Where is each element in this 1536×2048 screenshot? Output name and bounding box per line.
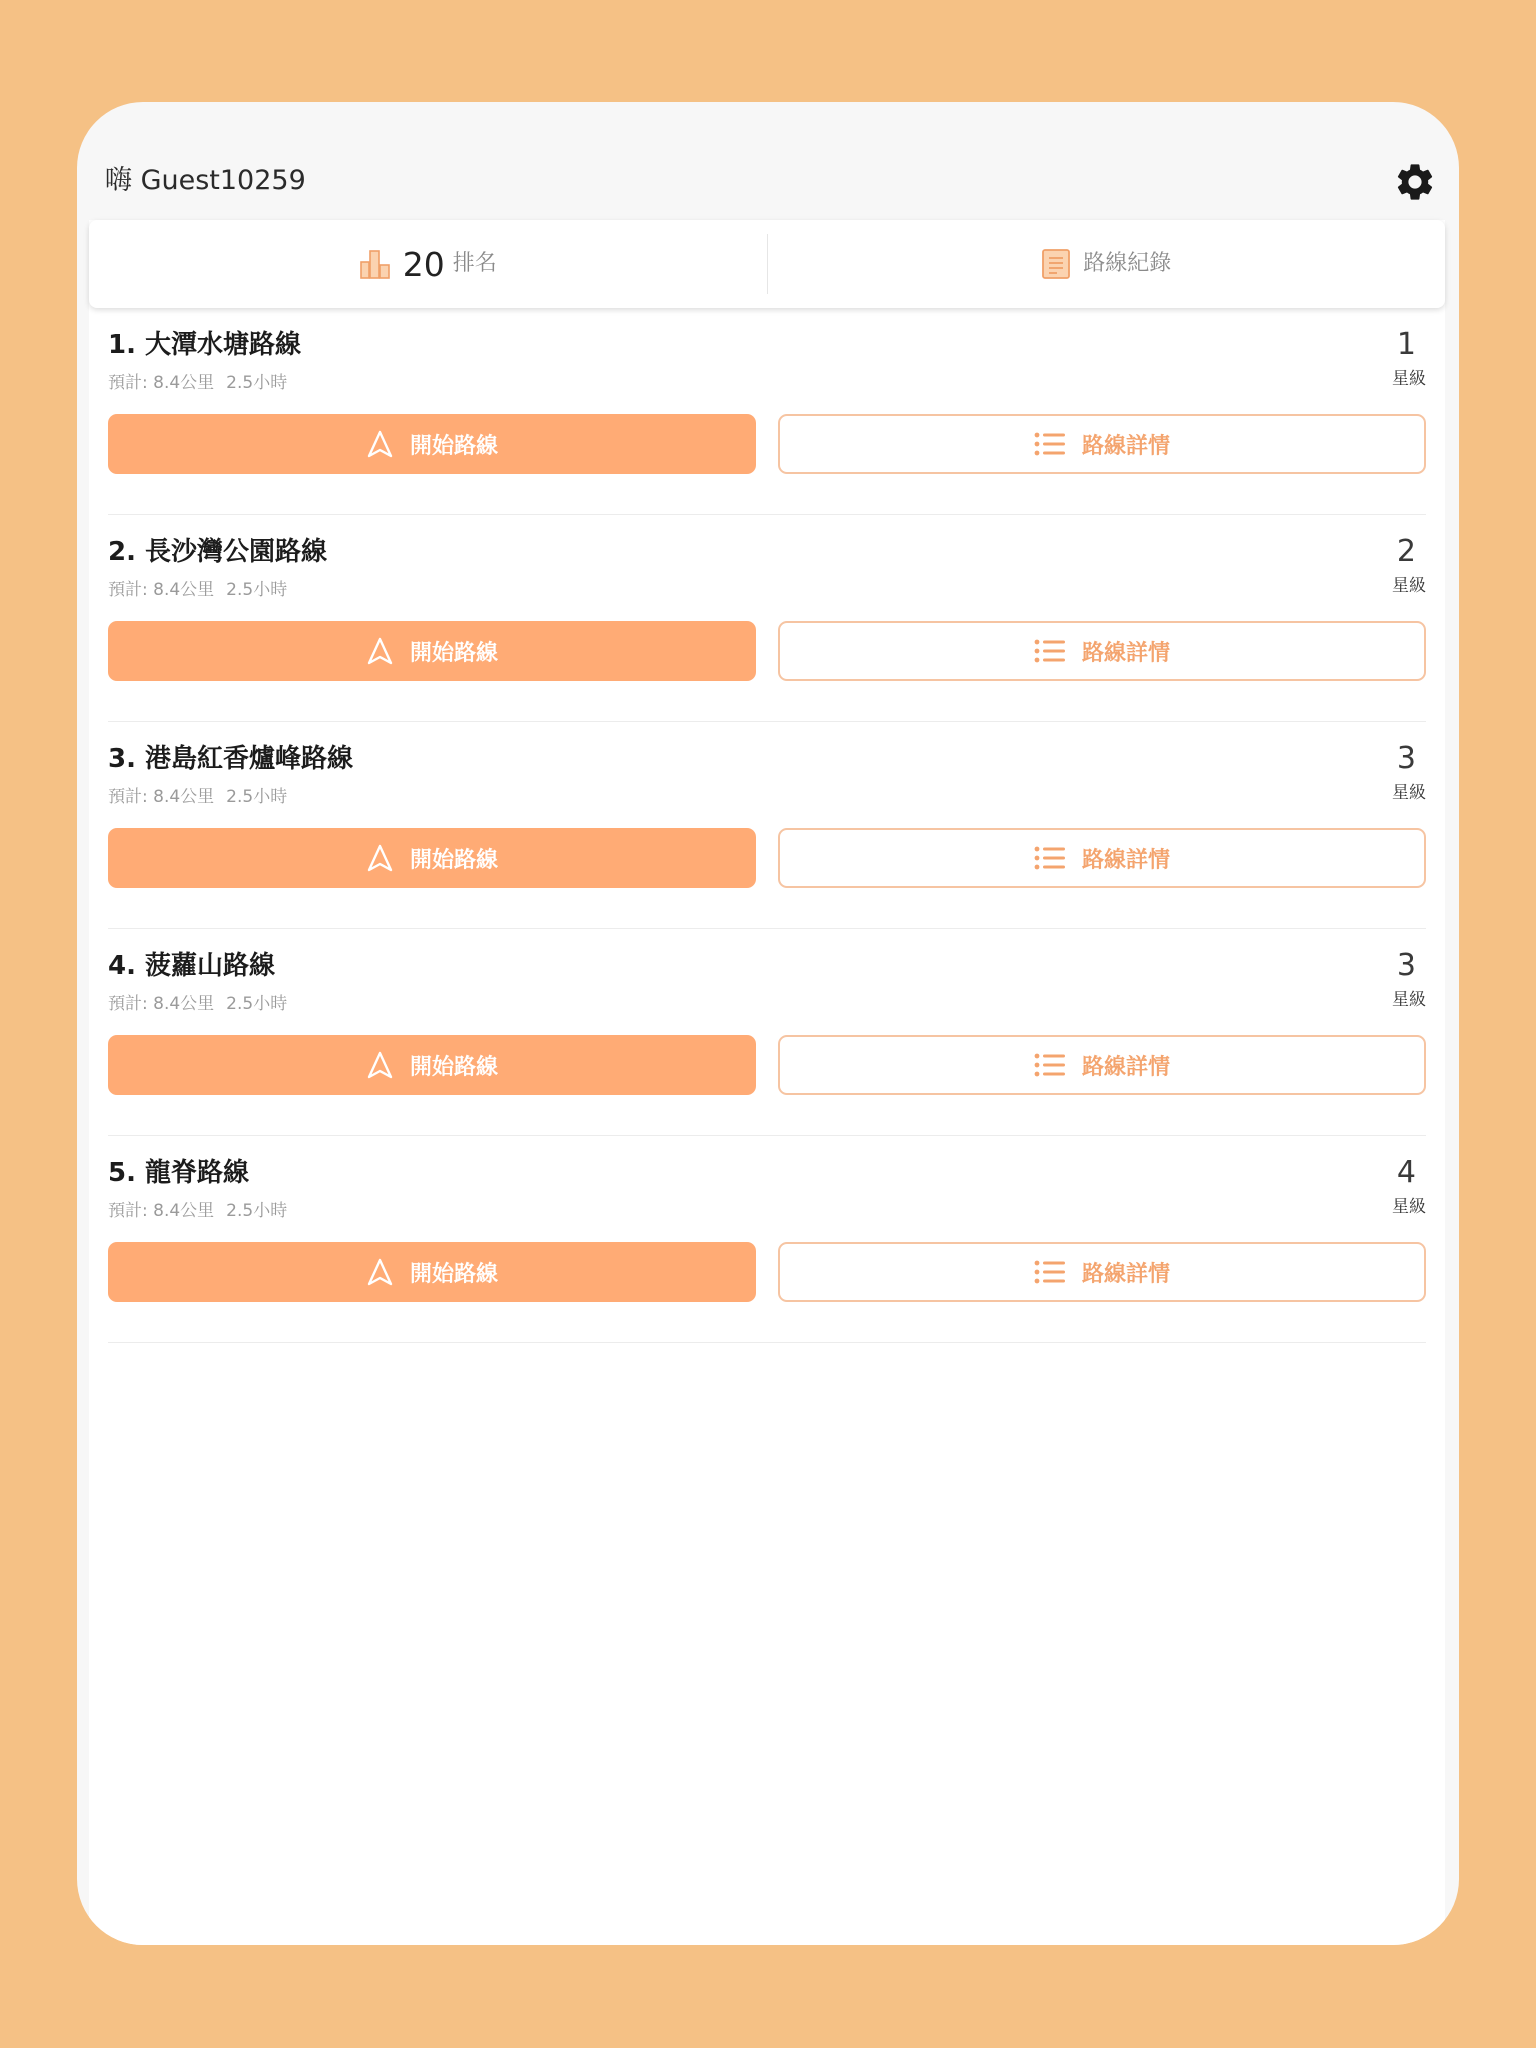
app-frame	[77, 102, 1459, 1945]
navigation-arrow-icon	[366, 429, 394, 459]
route-details-label: 路線詳情	[1081, 433, 1170, 459]
star-rating	[1366, 328, 1426, 390]
navigation-arrow-icon	[366, 843, 394, 873]
route-details-label: 路線詳情	[1081, 640, 1170, 666]
route-details-button[interactable]	[778, 414, 1426, 474]
route-title: 3. 港島紅香爐峰路線	[108, 744, 354, 774]
route-distance: 預計: 8.4公里	[108, 787, 215, 807]
route-details-label: 路線詳情	[1081, 1261, 1170, 1287]
gear-icon[interactable]	[1393, 160, 1437, 204]
star-label: 星級	[1392, 576, 1426, 596]
route-details-label: 路線詳情	[1081, 847, 1170, 873]
start-route-button[interactable]	[108, 1242, 756, 1302]
greeting: 嗨 Guest10259	[105, 165, 306, 196]
list-item	[108, 929, 1426, 1136]
star-count: 2	[1396, 534, 1416, 569]
route-details-button[interactable]	[778, 1242, 1426, 1302]
route-distance: 預計: 8.4公里	[108, 580, 215, 600]
route-meta	[108, 786, 287, 808]
route-details-button[interactable]	[778, 621, 1426, 681]
list-icon	[1034, 1053, 1066, 1077]
route-title: 2. 長沙灣公園路線	[108, 537, 328, 567]
list-item	[108, 308, 1426, 515]
route-duration: 2.5小時	[226, 787, 288, 807]
list-icon	[1034, 1260, 1066, 1284]
route-details-button[interactable]	[778, 828, 1426, 888]
star-label: 星級	[1392, 369, 1426, 389]
star-rating	[1366, 1156, 1426, 1218]
start-route-label: 開始路線	[409, 640, 498, 666]
route-distance: 預計: 8.4公里	[108, 373, 215, 393]
route-title: 5. 龍脊路線	[108, 1158, 250, 1188]
rank-label: 排名	[452, 251, 497, 276]
start-route-button[interactable]	[108, 828, 756, 888]
start-route-label: 開始路線	[409, 433, 498, 459]
start-route-button[interactable]	[108, 414, 756, 474]
route-records-tab[interactable]	[768, 220, 1446, 308]
star-count: 4	[1396, 1155, 1416, 1190]
star-label: 星級	[1392, 783, 1426, 803]
start-route-button[interactable]	[108, 621, 756, 681]
route-meta	[108, 993, 287, 1015]
star-rating	[1366, 949, 1426, 1011]
bar-chart-icon	[359, 248, 391, 280]
navigation-arrow-icon	[366, 1050, 394, 1080]
list-icon	[1034, 432, 1066, 456]
star-rating	[1366, 742, 1426, 804]
route-title: 4. 菠蘿山路線	[108, 951, 276, 981]
star-count: 1	[1396, 327, 1416, 362]
route-details-button[interactable]	[778, 1035, 1426, 1095]
document-icon	[1041, 248, 1071, 280]
start-route-label: 開始路線	[409, 1261, 498, 1287]
route-duration: 2.5小時	[226, 373, 288, 393]
route-meta	[108, 579, 287, 601]
star-count: 3	[1396, 948, 1416, 983]
ranking-tab[interactable]	[89, 220, 767, 308]
star-label: 星級	[1392, 1197, 1426, 1217]
header	[77, 102, 1459, 220]
route-records-label: 路線紀錄	[1083, 251, 1172, 276]
navigation-arrow-icon	[366, 1257, 394, 1287]
route-distance: 預計: 8.4公里	[108, 994, 215, 1014]
route-list	[108, 308, 1426, 1343]
route-meta	[108, 1200, 287, 1222]
start-route-button[interactable]	[108, 1035, 756, 1095]
star-label: 星級	[1392, 990, 1426, 1010]
route-duration: 2.5小時	[226, 994, 288, 1014]
navigation-arrow-icon	[366, 636, 394, 666]
list-icon	[1034, 639, 1066, 663]
start-route-label: 開始路線	[409, 847, 498, 873]
list-item	[108, 722, 1426, 929]
content-panel	[89, 220, 1445, 1945]
rank-number: 20	[402, 244, 445, 284]
start-route-label: 開始路線	[409, 1054, 498, 1080]
star-rating	[1366, 535, 1426, 597]
route-duration: 2.5小時	[226, 1201, 288, 1221]
list-item	[108, 1136, 1426, 1343]
stats-bar	[89, 220, 1445, 308]
route-meta	[108, 372, 287, 394]
list-item	[108, 515, 1426, 722]
route-title: 1. 大潭水塘路線	[108, 330, 302, 360]
route-details-label: 路線詳情	[1081, 1054, 1170, 1080]
route-duration: 2.5小時	[226, 580, 288, 600]
star-count: 3	[1396, 741, 1416, 776]
list-icon	[1034, 846, 1066, 870]
route-distance: 預計: 8.4公里	[108, 1201, 215, 1221]
